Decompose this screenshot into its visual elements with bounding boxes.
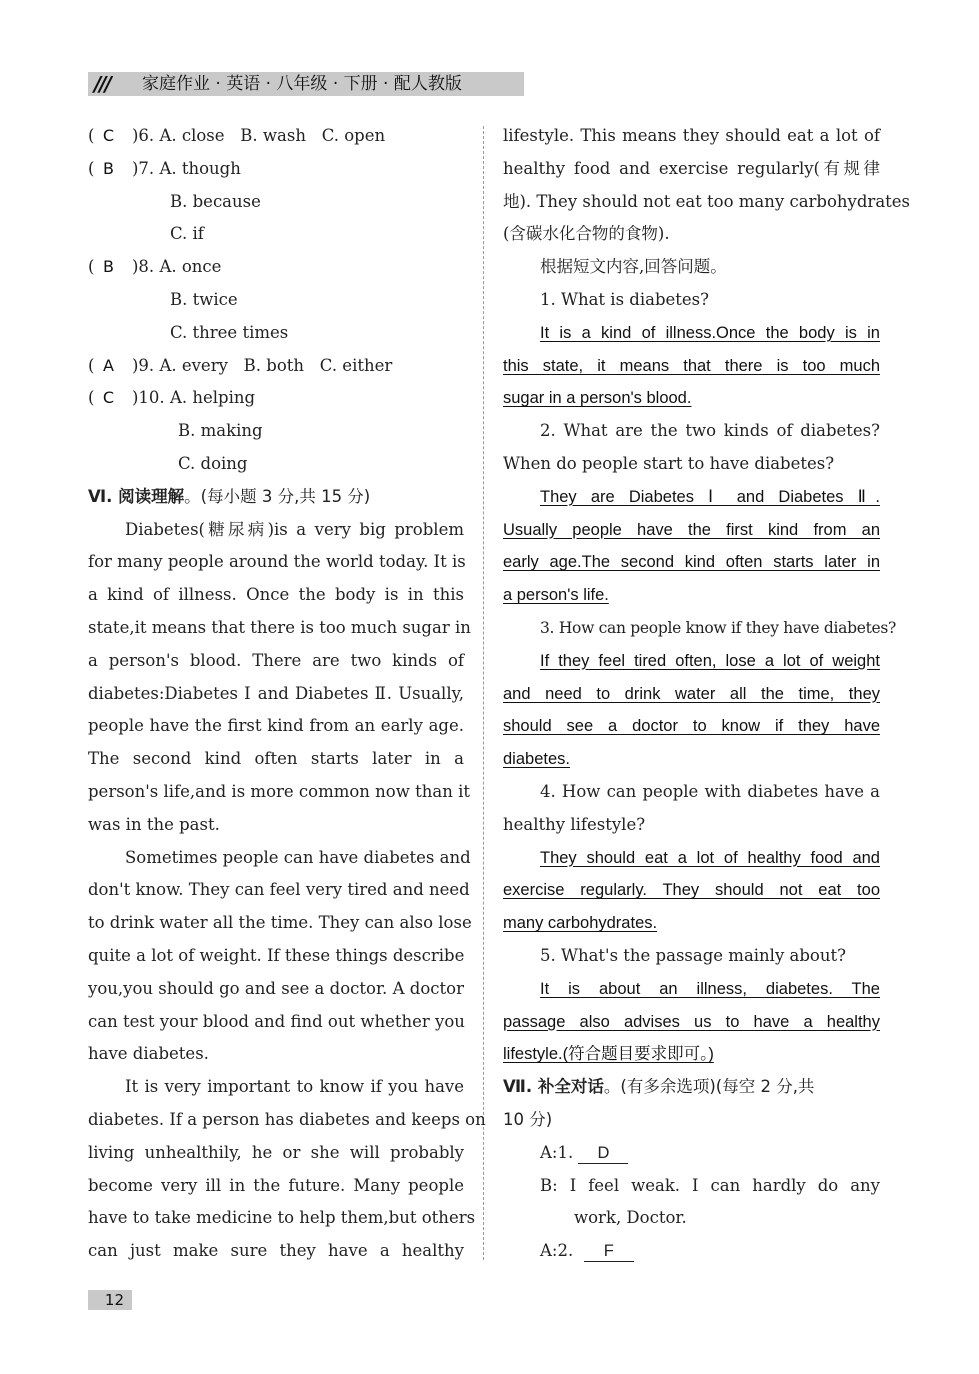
- mc-option: C. if: [170, 224, 204, 244]
- answer-3-line: diabetes.: [503, 750, 570, 769]
- answer-4-line: exercise regularly. They should not eat too: [503, 881, 880, 900]
- question-2: When do people start to have diabetes?: [503, 453, 835, 473]
- mc-option: B. making: [178, 421, 263, 441]
- answer-2-line: early age.The second kind often starts later in: [503, 553, 880, 572]
- answer-5-line: passage also advises us to have a healthy: [503, 1012, 880, 1031]
- passage-line: to drink water all the time. They can also lose: [88, 913, 472, 933]
- passage-line: people have the first kind from an early age.: [88, 716, 464, 736]
- mc-answer: C: [102, 388, 115, 408]
- passage-line: living unhealthily, he or she will probably: [88, 1142, 464, 1162]
- passage-line: diabetes. If a person has diabetes and keeps on: [88, 1109, 486, 1129]
- answer-2-line: a person's life.: [503, 586, 609, 605]
- answer-4-line: They should eat a lot of healthy food and: [540, 848, 880, 867]
- answer-1-line: It is a kind of illness.Once the body is in: [540, 323, 880, 342]
- question-1: 1. What is diabetes?: [540, 289, 709, 309]
- mc-option: C. doing: [178, 453, 248, 473]
- mc-option: B. twice: [170, 289, 238, 309]
- answer-5-line: lifestyle.(符合题目要求即可。): [503, 1045, 714, 1064]
- mc-item-8: ( B )8. A. once: [88, 251, 464, 284]
- dialog-line-b1-cont: work, Doctor.: [574, 1208, 687, 1228]
- question-5: 5. What's the passage mainly about?: [540, 945, 846, 965]
- answer-3-line: If they feel tired often, lose a lot of weight: [540, 651, 880, 670]
- answer-blank: D: [578, 1143, 628, 1164]
- header-title: 家庭作业 · 英语 · 八年级 · 下册 · 配人教版: [142, 74, 462, 94]
- passage-line: for many people around the world today. It is: [88, 552, 466, 572]
- passage-line: can just make sure they have a healthy: [88, 1241, 464, 1261]
- passage-line: person's life,and is more common now than it: [88, 781, 470, 801]
- passage-line: become very ill in the future. Many people: [88, 1175, 464, 1195]
- passage-line: 地). They should not eat too many carbohydrates: [503, 191, 911, 211]
- question-4: 4. How can people with diabetes have a: [540, 781, 880, 801]
- mc-answer: C: [102, 126, 115, 145]
- mc-option: B. because: [170, 191, 261, 211]
- answer-4-line: many carbohydrates.: [503, 914, 658, 933]
- passage-line: quite a lot of weight. If these things describe: [88, 945, 465, 965]
- answer-1-line: this state, it means that there is too much: [503, 356, 880, 375]
- mc-answer: A: [102, 355, 114, 375]
- section-7-heading-cont: 10 分): [503, 1109, 553, 1129]
- answer-2-line: Usually people have the first kind from an: [503, 520, 880, 539]
- passage-line: It is very important to know if you have: [125, 1077, 464, 1097]
- question-3: 3. How can people know if they have diabetes?: [540, 618, 897, 637]
- passage-line: a person's blood. There are two kinds of: [88, 650, 464, 670]
- mc-item-6: ( C )6. A. close B. wash C. open: [88, 120, 464, 153]
- page-header: [88, 72, 524, 96]
- page-number: 12: [88, 1290, 132, 1310]
- passage-line: lifestyle. This means they should eat a lot of: [503, 126, 880, 145]
- section-7-heading: Ⅶ. 补全对话。(有多余选项)(每空 2 分,共: [503, 1077, 815, 1097]
- mc-item-7: ( B )7. A. though: [88, 153, 464, 186]
- header-slashes: ///: [94, 72, 110, 96]
- left-column: [88, 120, 486, 1268]
- mc-option: C. three times: [170, 322, 289, 342]
- answer-5-line: It is about an illness, diabetes. The: [540, 979, 880, 998]
- passage-line: The second kind often starts later in a: [88, 749, 464, 769]
- passage-line: state,it means that there is too much sugar in: [88, 617, 471, 637]
- passage-line: don't know. They can feel very tired and need: [88, 880, 470, 900]
- mc-answer: B: [102, 257, 114, 277]
- answer-3-line: and need to drink water all the time, they: [503, 684, 880, 703]
- answer-2-line: They are Diabetes Ⅰ and Diabetes Ⅱ.: [540, 487, 880, 506]
- answer-1-line: sugar in a person's blood.: [503, 389, 692, 408]
- instruction: 根据短文内容,回答问题。: [540, 257, 727, 277]
- column-divider: [483, 126, 484, 1260]
- dialog-line-a1: A:1. D: [503, 1137, 880, 1170]
- passage-line: you,you should go and see a doctor. A doctor: [88, 978, 464, 998]
- passage-line: Diabetes(糖尿病)is a very big problem: [125, 519, 464, 539]
- section-6-heading: Ⅵ. 阅读理解。(每小题 3 分,共 15 分): [88, 486, 371, 506]
- mc-item-10: ( C )10. A. helping: [88, 382, 464, 415]
- question-2: 2. What are the two kinds of diabetes?: [540, 421, 880, 441]
- answer-blank: F: [584, 1241, 634, 1262]
- answer-3-line: should see a doctor to know if they have: [503, 717, 880, 736]
- passage-line: a kind of illness. Once the body is in this: [88, 585, 464, 605]
- dialog-line-a2: A:2. F: [503, 1235, 880, 1268]
- passage-line: was in the past.: [88, 814, 220, 834]
- question-4: healthy lifestyle?: [503, 814, 646, 834]
- mc-item-9: ( A )9. A. every B. both C. either: [88, 350, 464, 383]
- passage-left: [88, 514, 486, 1268]
- passage-line: diabetes:Diabetes Ⅰ and Diabetes Ⅱ. Usually,: [88, 683, 464, 703]
- dialog-line-b1: B: I feel weak. I can hardly do any: [540, 1175, 880, 1195]
- passage-line: Sometimes people can have diabetes and: [125, 847, 471, 867]
- mc-answer: B: [102, 158, 114, 178]
- passage-line: healthy food and exercise regularly(有规律: [503, 158, 880, 178]
- passage-line: have diabetes.: [88, 1044, 209, 1064]
- passage-line: can test your blood and find out whether you: [88, 1011, 465, 1031]
- passage-line: (含碳水化合物的食物).: [503, 224, 670, 244]
- right-column: [503, 120, 911, 1268]
- passage-line: have to take medicine to help them,but others: [88, 1208, 476, 1228]
